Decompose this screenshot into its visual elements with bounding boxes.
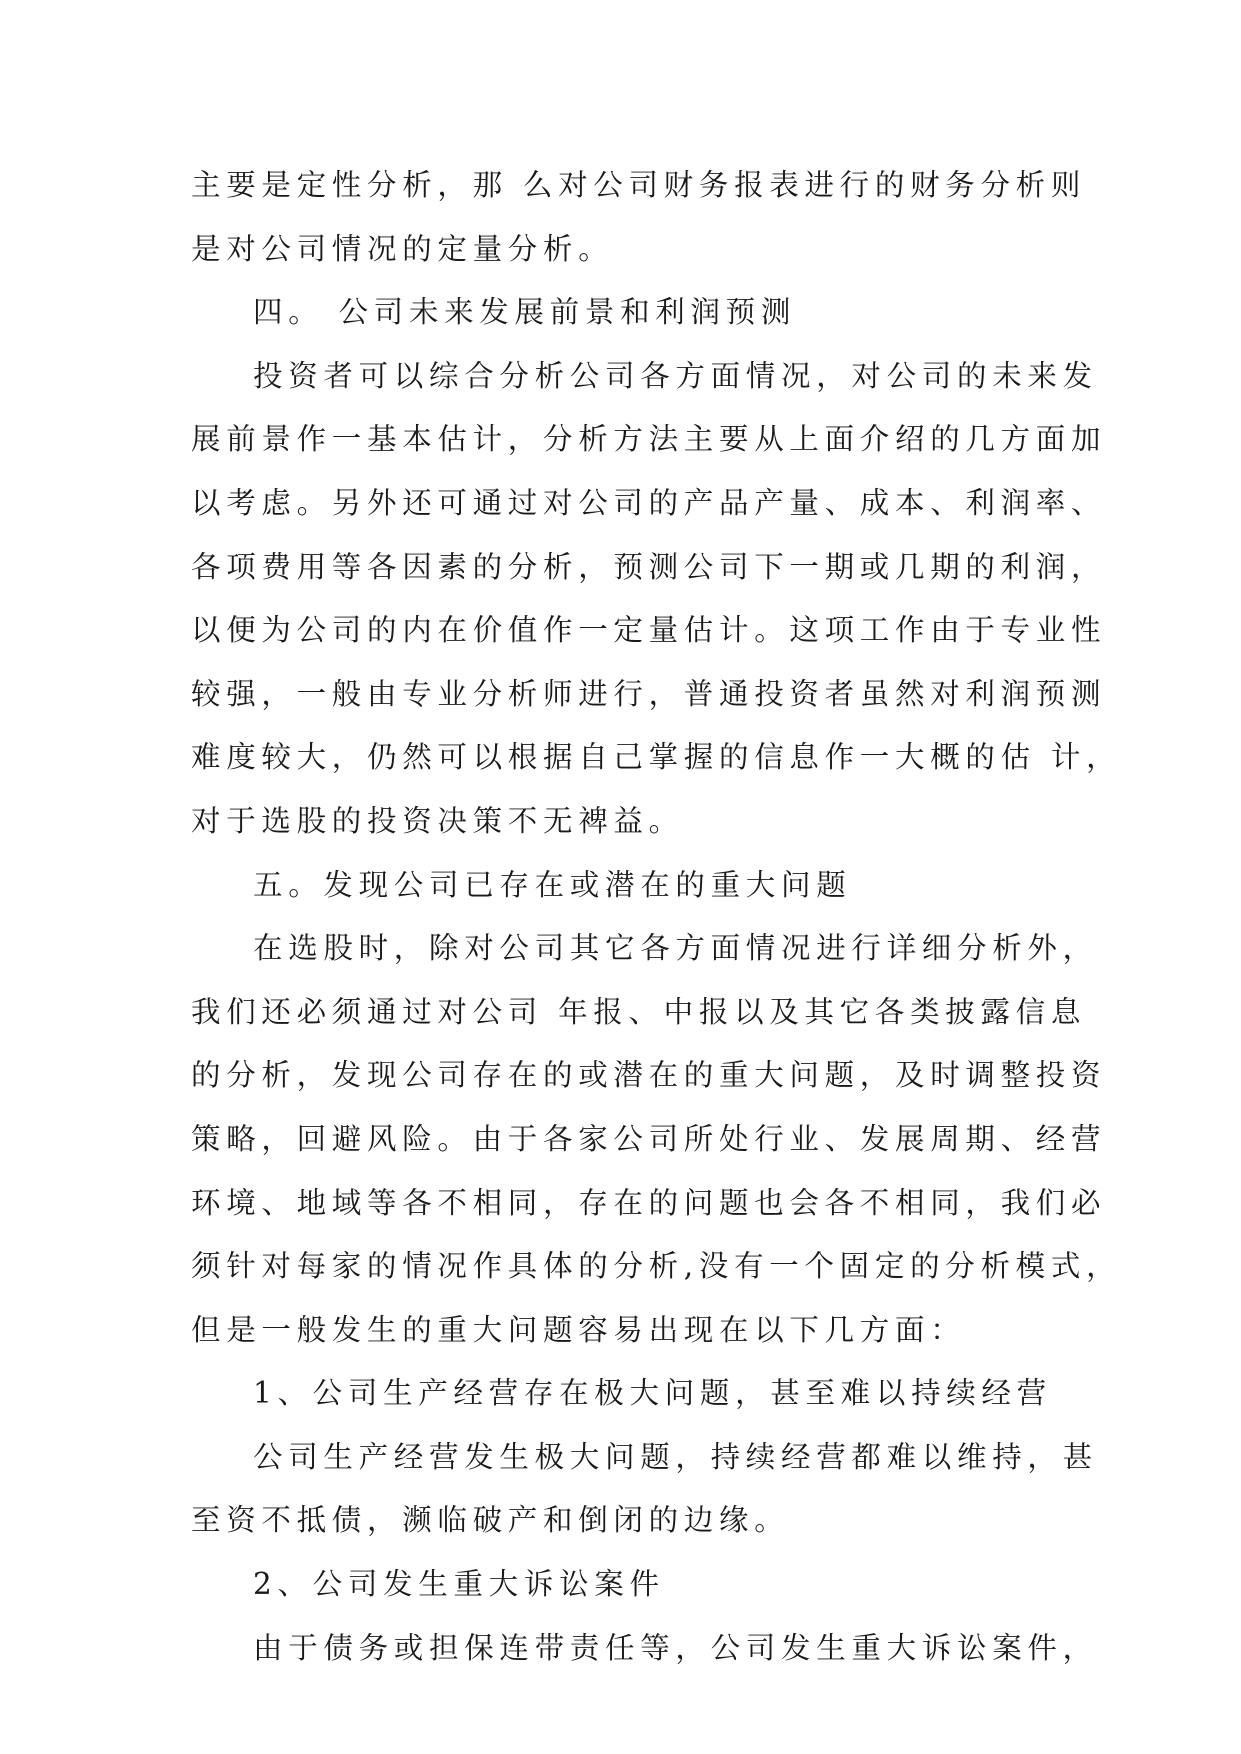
section-heading: 五。发现公司已存在或潜在的重大问题 xyxy=(253,867,852,902)
text-line: 的分析，发现公司存在的或潜在的重大问题，及时调整投资 xyxy=(191,1058,1107,1093)
text-line: 策略，回避风险。由于各家公司所处行业、发展周期、经营 xyxy=(191,1121,1107,1156)
text-line: 须针对每家的情况作具体的分析,没有一个固定的分析模式， xyxy=(191,1249,1122,1284)
text-line: 各项费用等各因素的分析，预测公司下一期或几期的利润， xyxy=(191,549,1107,584)
paragraph-start: 投资者可以综合分析公司各方面情况，对公司的未来发 xyxy=(253,358,1098,393)
text-line: 对于选股的投资决策不无裨益。 xyxy=(191,803,684,838)
paragraph-start: 由于债务或担保连带责任等，公司发生重大诉讼案件， xyxy=(253,1630,1098,1665)
subsection-heading: 1、公司生产经营存在极大问题，甚至难以持续经营 xyxy=(253,1376,1052,1411)
text-line: 展前景作一基本估计，分析方法主要从上面介绍的几方面加 xyxy=(191,422,1107,457)
text-line: 以便为公司的内在价值作一定量估计。这项工作由于专业性 xyxy=(191,613,1107,648)
paragraph-start: 公司生产经营发生极大问题，持续经营都难以维持，甚 xyxy=(253,1439,1098,1474)
subsection-heading: 2、公司发生重大诉讼案件 xyxy=(253,1567,665,1602)
body-text xyxy=(191,165,1122,1691)
text-line: 以考虑。另外还可通过对公司的产品产量、成本、利润率、 xyxy=(191,485,1107,520)
text-line: 我们还必须通过对公司 年报、中报以及其它各类披露信息 xyxy=(191,994,1087,1029)
text-line: 较强，一般由专业分析师进行，普通投资者虽然对利润预测 xyxy=(191,676,1107,711)
section-heading: 四。 公司未来发展前景和利润预测 xyxy=(253,295,797,330)
text-line: 但是一般发生的重大问题容易出现在以下几方面： xyxy=(191,1312,966,1347)
text-line: 环境、地域等各不相同，存在的问题也会各不相同，我们必 xyxy=(191,1185,1107,1220)
text-line: 主要是定性分析，那 么对公司财务报表进行的财务分析则 xyxy=(191,168,1087,202)
text-line: 是对公司情况的定量分析。 xyxy=(191,231,614,266)
text-line: 至资不抵债，濒临破产和倒闭的边缘。 xyxy=(191,1503,790,1538)
paragraph-start: 在选股时，除对公司其它各方面情况进行详细分析外， xyxy=(253,931,1098,966)
text-line: 难度较大，仍然可以根据自己掌握的信息作一大概的估 计， xyxy=(191,740,1122,775)
